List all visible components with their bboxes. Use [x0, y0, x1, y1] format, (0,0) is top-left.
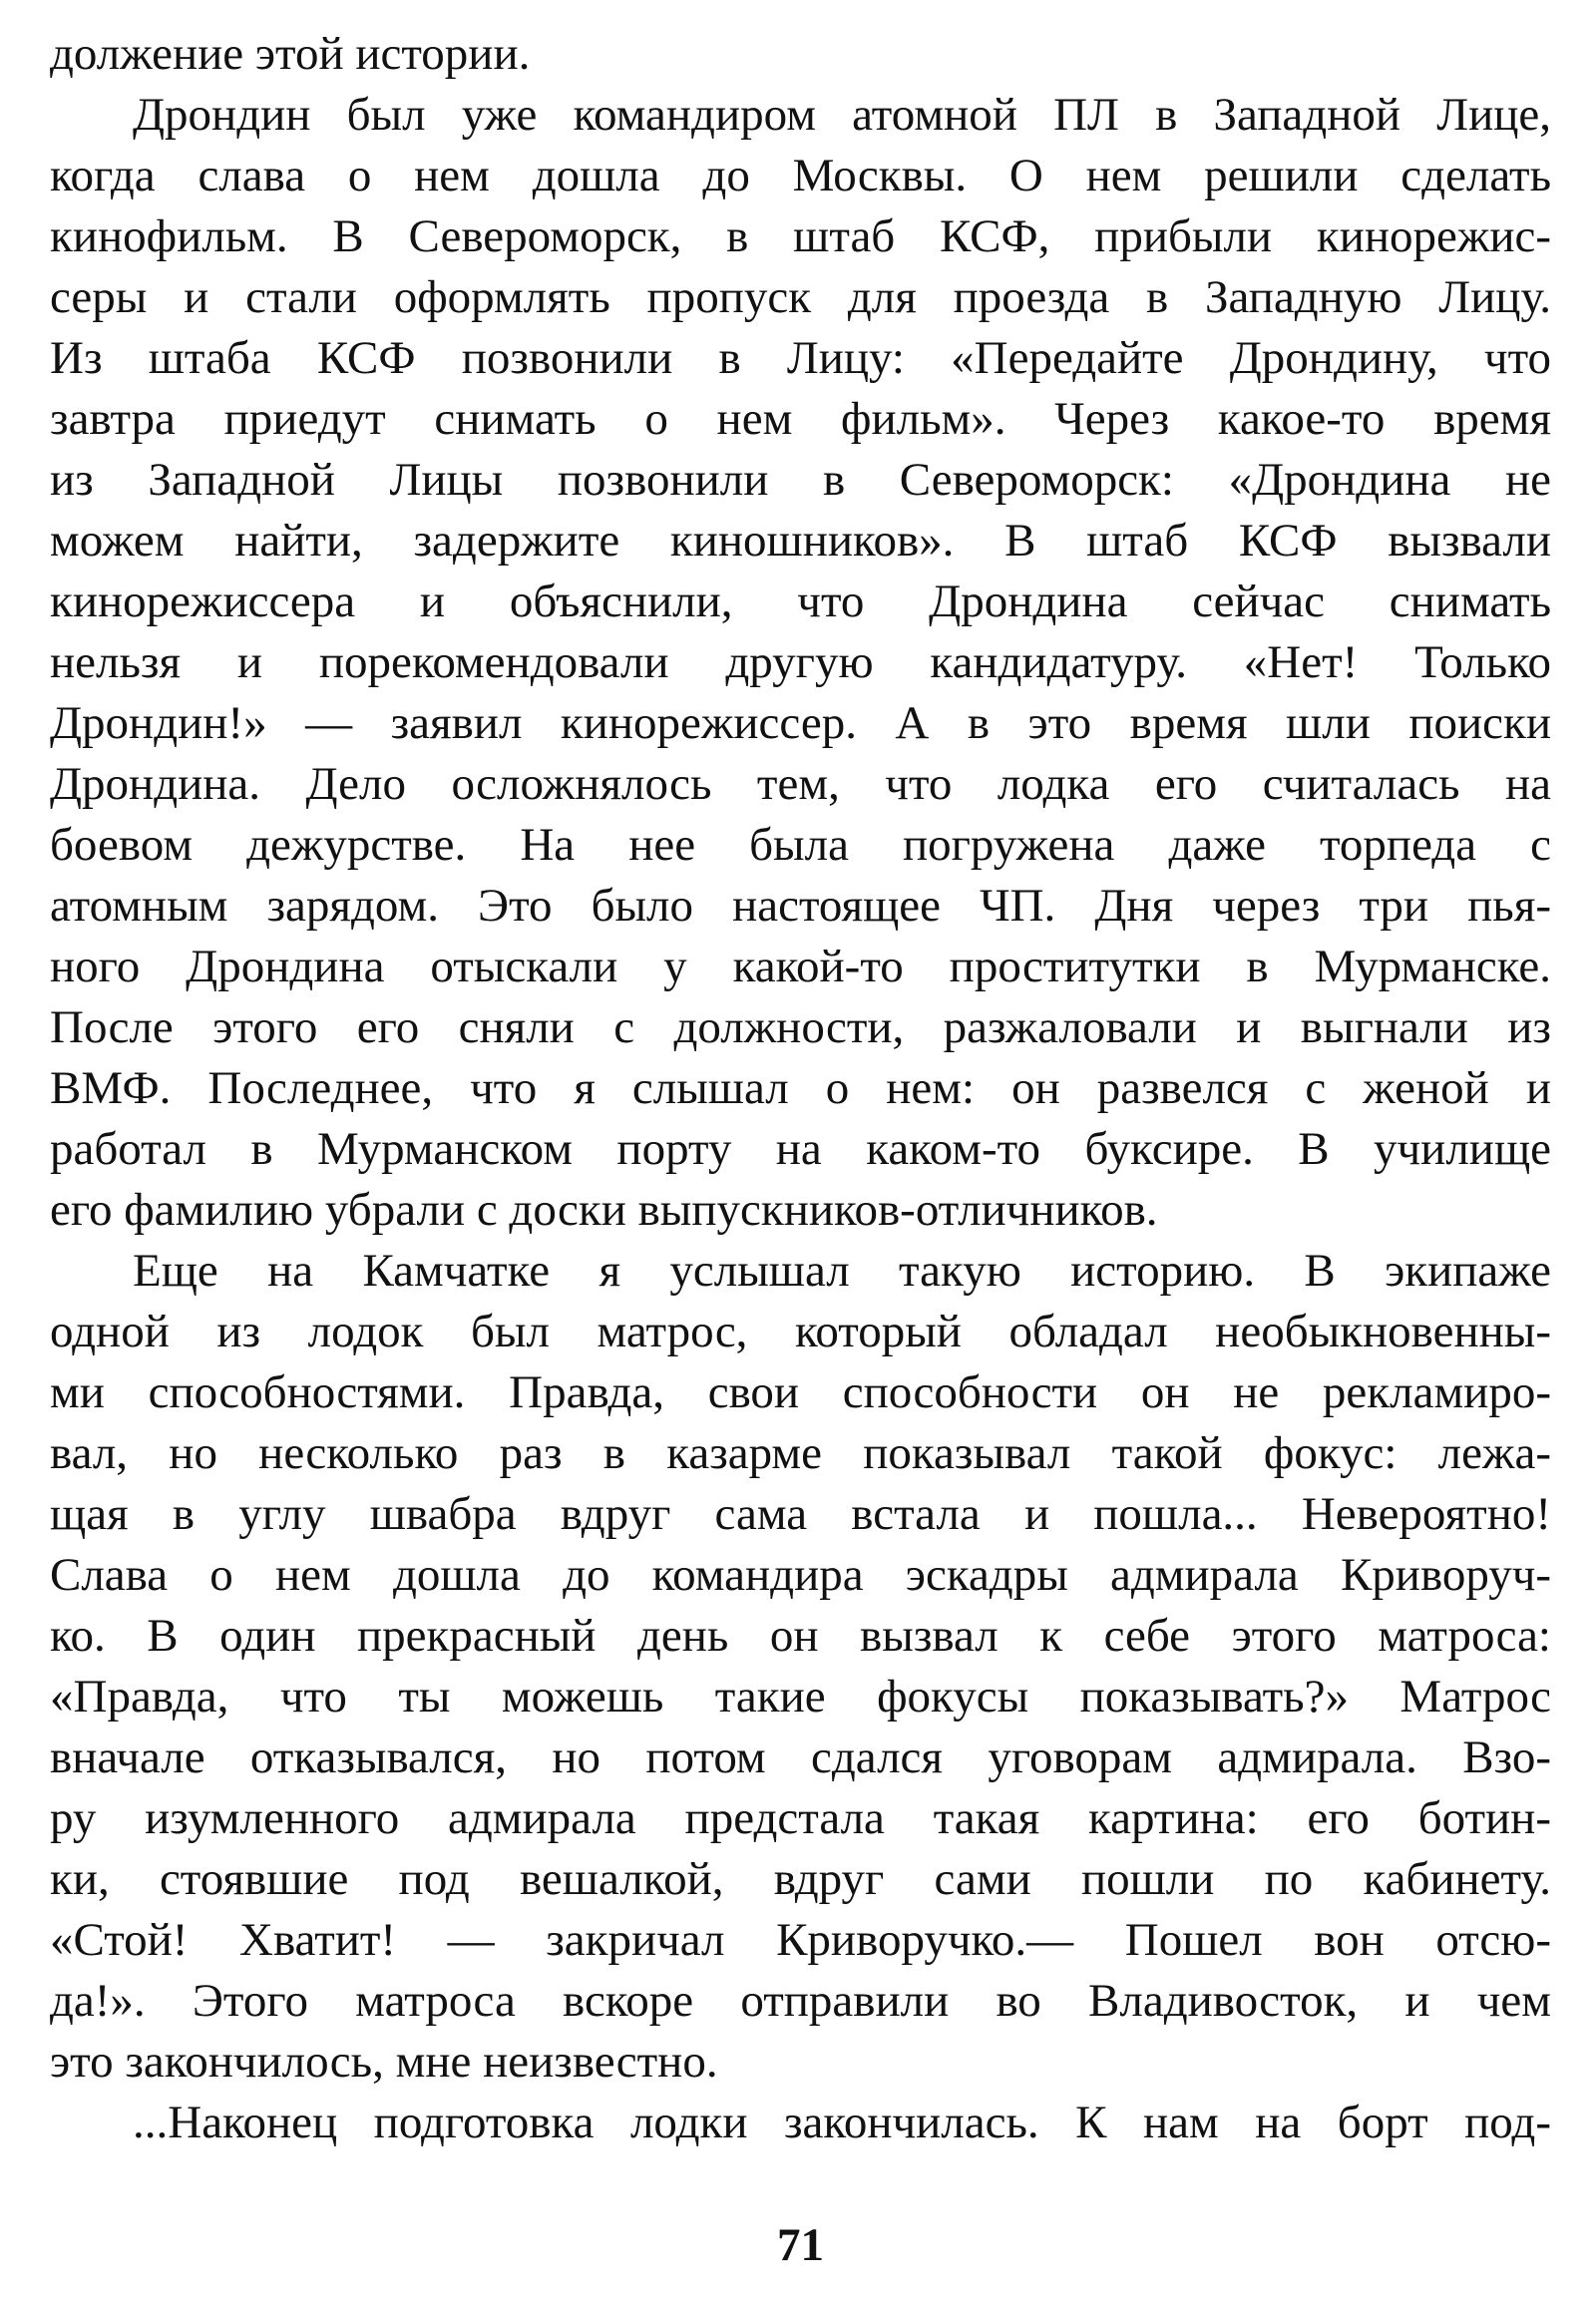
- text-line-1: должение этой истории.: [50, 28, 531, 80]
- text-line-4: кинофильм. В Североморск, в штаб КСФ, прибыли кинорежис-: [50, 210, 1551, 262]
- text-line-5: серы и стали оформлять пропуск для проезда в Западную Лицу.: [50, 271, 1551, 323]
- text-line-22: одной из лодок был матрос, который обладал необыкновенны-: [50, 1306, 1551, 1357]
- text-line-13: Дрондина. Дело осложнялось тем, что лодка его считалась на: [50, 758, 1551, 810]
- text-line-16: ного Дрондина отыскали у какой-то проститутки в Мурманске.: [50, 941, 1551, 992]
- text-line-14: боевом дежурстве. На нее была погружена даже торпеда с: [50, 819, 1551, 871]
- text-line-33: да!». Этого матроса вскоре отправили во Владивосток, и чем: [50, 1975, 1551, 2027]
- text-line-17: После этого его сняли с должности, разжаловали и выгнали из: [50, 1001, 1551, 1053]
- text-line-34: это закончилось, мне неизвестно.: [50, 2036, 718, 2088]
- text-line-24: вал, но несколько раз в казарме показывал такой фокус: лежа-: [50, 1427, 1551, 1479]
- text-line-12: Дрондин!» — заявил кинорежиссер. А в это время шли поиски: [50, 697, 1551, 749]
- text-line-11: нельзя и порекомендовали другую кандидатуру. «Нет! Только: [50, 636, 1551, 688]
- text-line-31: ки, стоявшие под вешалкой, вдруг сами пошли по кабинету.: [50, 1853, 1551, 1905]
- text-line-35: ...Наконец подготовка лодки закончилась. К нам на борт под-: [133, 2097, 1551, 2148]
- page-number: 71: [777, 2219, 824, 2271]
- text-line-10: кинорежиссера и объяснили, что Дрондина сейчас снимать: [50, 575, 1551, 627]
- text-line-21: Еще на Камчатке я услышал такую историю. В экипаже: [133, 1245, 1551, 1297]
- text-line-8: из Западной Лицы позвонили в Североморск: «Дрондина не: [50, 454, 1551, 506]
- text-line-18: ВМФ. Последнее, что я слышал о нем: он развелся с женой и: [50, 1062, 1551, 1114]
- text-line-2: Дрондин был уже командиром атомной ПЛ в Западной Лице,: [133, 89, 1551, 141]
- text-line-25: щая в углу швабра вдруг сама встала и пошла... Невероятно!: [50, 1488, 1551, 1540]
- text-line-23: ми способностями. Правда, свои способности он не рекламиро-: [50, 1366, 1551, 1418]
- text-line-15: атомным зарядом. Это было настоящее ЧП. Дня через три пья-: [50, 880, 1551, 932]
- text-line-3: когда слава о нем дошла до Москвы. О нем решили сделать: [50, 150, 1551, 201]
- text-line-27: ко. В один прекрасный день он вызвал к себе этого матроса:: [50, 1610, 1551, 1662]
- book-page: [50, 24, 1551, 2288]
- text-line-28: «Правда, что ты можешь такие фокусы показывать?» Матрос: [50, 1671, 1551, 1723]
- text-line-29: вначале отказывался, но потом сдался уговорам адмирала. Взо-: [50, 1731, 1551, 1783]
- text-line-7: завтра приедут снимать о нем фильм». Через какое-то время: [50, 393, 1551, 445]
- text-line-30: ру изумленного адмирала предстала такая картина: его ботин-: [50, 1792, 1551, 1844]
- text-line-9: можем найти, задержите киношников». В штаб КСФ вызвали: [50, 515, 1551, 567]
- text-line-6: Из штаба КСФ позвонили в Лицу: «Передайте Дрондину, что: [50, 332, 1551, 384]
- text-line-26: Слава о нем дошла до командира эскадры адмирала Криворуч-: [50, 1549, 1551, 1601]
- text-line-19: работал в Мурманском порту на каком-то буксире. В училище: [50, 1123, 1551, 1175]
- text-line-32: «Стой! Хватит! — закричал Криворучко.— Пошел вон отсю-: [50, 1914, 1551, 1966]
- text-line-20: его фамилию убрали с доски выпускников-отличников.: [50, 1184, 1158, 1236]
